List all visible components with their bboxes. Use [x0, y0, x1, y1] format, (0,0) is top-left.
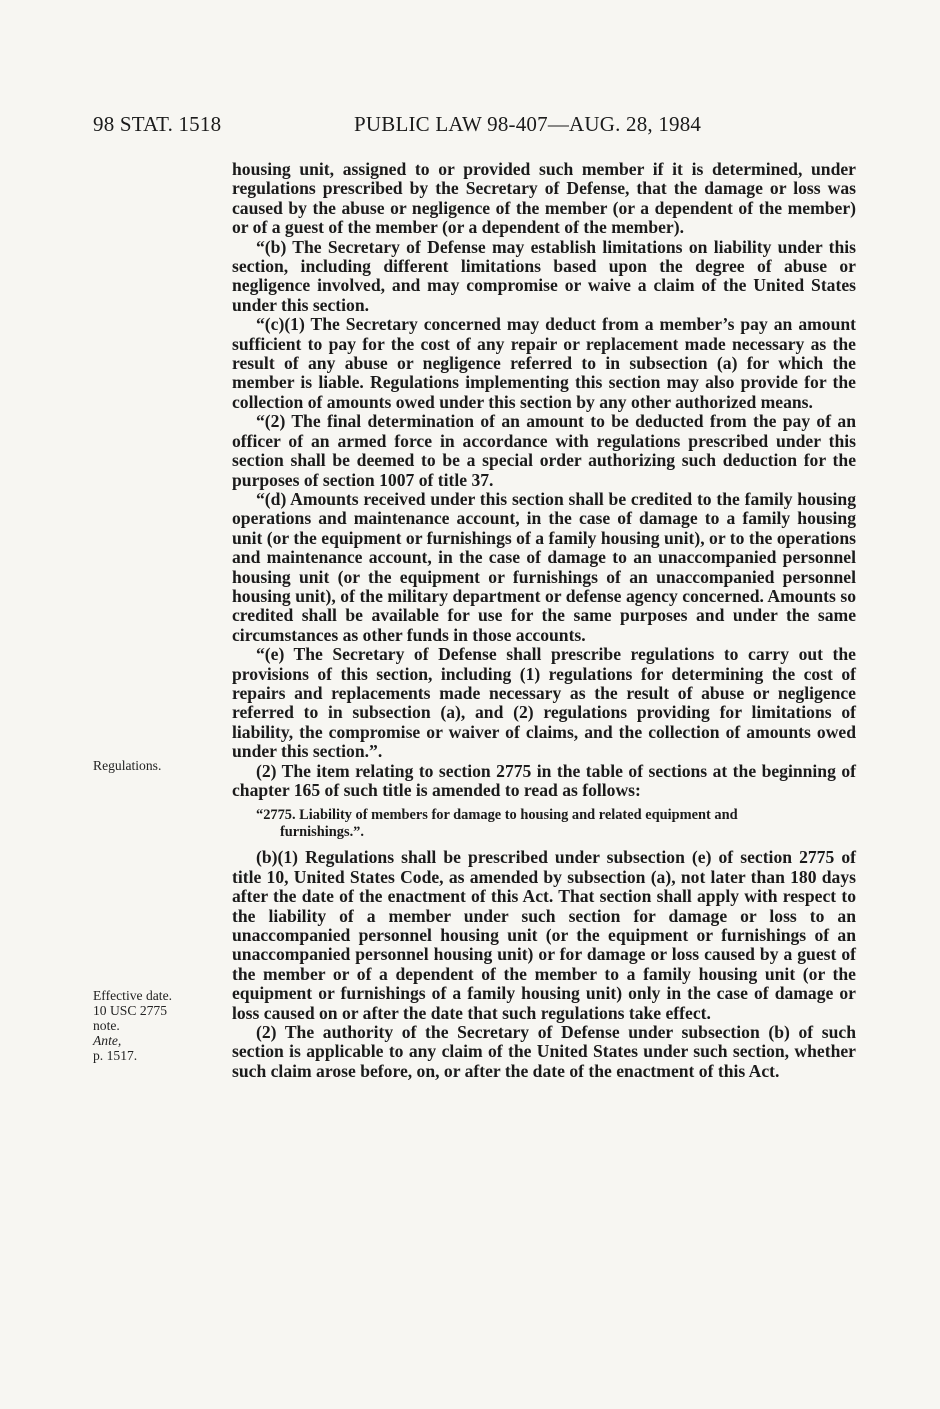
page-header [93, 112, 863, 142]
toc-line: “2775. Liability of members for damage to housing and related equipment and [256, 807, 738, 824]
margin-note-page-ref: p. 1517. [93, 1048, 138, 1063]
margin-note-citation [93, 1033, 208, 1063]
public-law-title: PUBLIC LAW 98-407—AUG. 28, 1984 [354, 112, 702, 136]
paragraph: housing unit, assigned to or provided such member if it is determined, under regulations prescribed by the Secretary of Defense, that the damage or loss was caused by the abuse or negligence of the member (or a dependent of the member) or of a guest of the member (or a dependent of the member). [232, 159, 856, 238]
paragraph: “(c)(1) The Secretary concerned may deduct from a member’s pay an amount sufficient to pay for the cost of any repair or replacement made necessary as the result of any abuse or negligence referred to in subsection (a) for which the member is liable. Regulations implementing this section may also provide for the collection of amounts owed under this section by any other authorized means. [232, 314, 856, 412]
body-text-column [232, 160, 856, 1081]
margin-note-regulations [93, 758, 208, 773]
toc-line-continued: furnishings.”. [280, 824, 364, 841]
margin-note-effective-date [93, 988, 208, 1063]
paragraph: (b)(1) Regulations shall be prescribed under subsection (e) of section 2775 of title 10, United States Code, as amended by subsection (a), not later than 180 days after the date of the enactment of this Act. That section shall apply with respect to the liability of a member under such section for damage or loss to an unaccompanied personnel housing unit (or the equipment or furnishings of an unaccompanied personnel housing unit) or for damage or loss caused by a guest of the member or of a dependent of the member to a family housing unit (or the equipment or furnishings of a family housing unit) only in the case of damage or loss caused on or after the date that such regulations take effect. [232, 847, 856, 1023]
statute-page-number: 98 STAT. 1518 [93, 112, 222, 136]
table-of-sections-item [232, 807, 856, 841]
margin-note-line: note. [93, 1018, 120, 1033]
paragraph: (2) The authority of the Secretary of Defense under subsection (b) of such section is applicable to any claim of the United States under such section, whether such claim arose before, on, or after the date of the enactment of this Act. [232, 1022, 856, 1081]
margin-note-ante: Ante, [93, 1033, 122, 1048]
paragraph: “(e) The Secretary of Defense shall prescribe regulations to carry out the provisions of this section, including (1) regulations for determining the cost of repairs and replacements made necessary as the result of abuse or negligence referred to in subsection (a), and (2) regulations providing for limitations of liability, the compromise or waiver of claims, and the collection of amounts owed under this section.”. [232, 644, 856, 762]
paragraph: “(2) The final determination of an amount to be deducted from the pay of an officer of an armed force in accordance with regulations prescribed under this section shall be deemed to be a special order authorizing such deduction for the purposes of section 1007 of title 37. [232, 411, 856, 490]
paragraph: “(b) The Secretary of Defense may establish limitations on liability under this section, including different limitations based upon the degree of abuse or negligence involved, and may compromise or waive a claim of the United States under this section. [232, 236, 856, 315]
margin-note-line: 10 USC 2775 [93, 1003, 168, 1018]
paragraph: “(d) Amounts received under this section shall be credited to the family housing operations and maintenance account, in the case of damage to a family housing unit (or the equipment or furnishings of a family housing unit), or to the operations and maintenance account, in the case of damage to an unaccompanied personnel housing unit (or the equipment or furnishings of an unaccompanied personnel housing unit), of the military department or defense agency concerned. Amounts so credited shall be available for use for the same purposes and under the same circumstances as other funds in those accounts. [232, 488, 856, 645]
margin-note-line: Effective date. [93, 988, 173, 1003]
paragraph: (2) The item relating to section 2775 in the table of sections at the beginning of chapter 165 of such title is amended to read as follows: [232, 760, 856, 800]
margin-note-regulations-text: Regulations. [93, 758, 162, 773]
